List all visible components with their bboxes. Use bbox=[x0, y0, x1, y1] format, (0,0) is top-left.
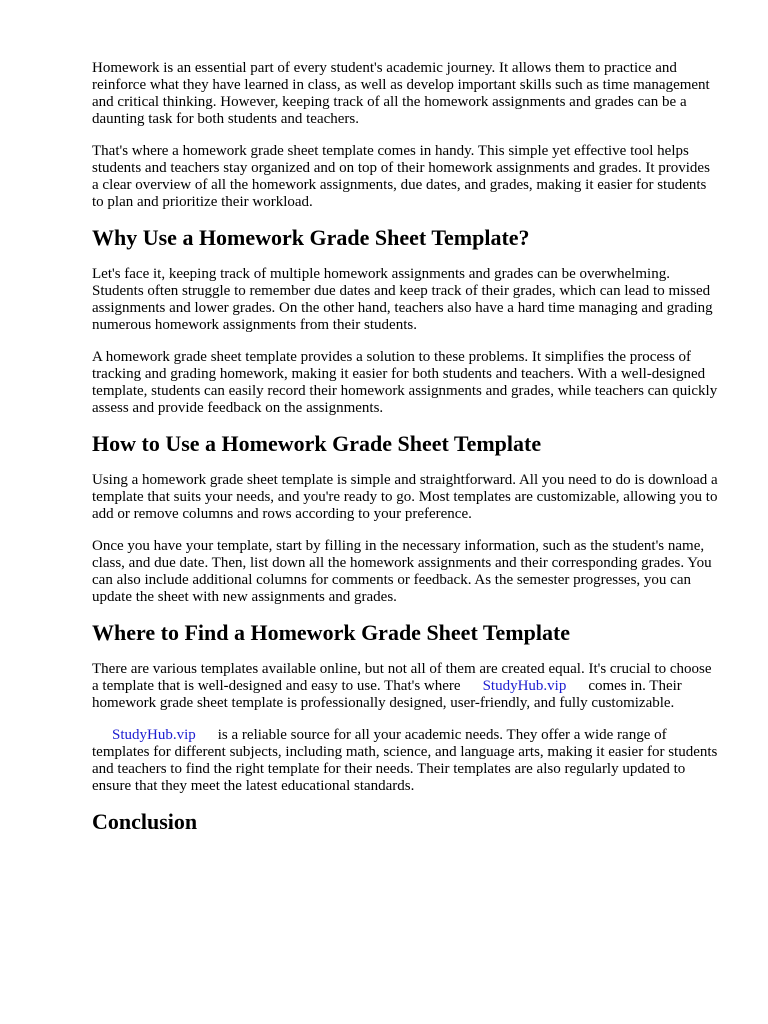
where-text-after: comes in. Their homework grade sheet template is professionally designed, user-friendly, and fully customizable. bbox=[92, 678, 682, 711]
where-paragraph-2 bbox=[92, 727, 720, 795]
how-paragraph-1: Using a homework grade sheet template is simple and straightforward. All you need to do is download a template that suits your needs, and you're ready to go. Most templates are customizable, allowing you to add or remove columns and rows according to your preference. bbox=[92, 472, 718, 522]
heading-where-to-find: Where to Find a Homework Grade Sheet Template bbox=[92, 620, 571, 645]
studyhub-link-2[interactable]: StudyHub.vip bbox=[112, 727, 196, 743]
studyhub-link[interactable]: StudyHub.vip bbox=[482, 678, 567, 694]
template-intro-paragraph: That's where a homework grade sheet template comes in handy. This simple yet effective tool helps students and teachers stay organized and on top of their homework assignments and grades. It provides a clear overview of all the homework assignments, due dates, and grades, making it easier for students to plan and prioritize their workload. bbox=[92, 143, 710, 210]
intro-paragraph: Homework is an essential part of every student's academic journey. It allows them to practice and reinforce what they have learned in class, as well as develop important skills such as time management and critical thinking. However, keeping track of all the homework assignments and grades can be a daunting task for both students and teachers. bbox=[92, 60, 710, 127]
heading-conclusion: Conclusion bbox=[92, 809, 198, 834]
heading-how-to-use: How to Use a Homework Grade Sheet Template bbox=[92, 431, 542, 456]
heading-why-use: Why Use a Homework Grade Sheet Template? bbox=[92, 225, 530, 250]
studyhub-text-after: is a reliable source for all your academic needs. They offer a wide range of templates for different subjects, including math, science, and language arts, making it easier for students and teachers to find the right template for their needs. Their templates are also regularly updated to ensure that they meet the latest educational standards. bbox=[92, 727, 718, 794]
why-paragraph-2: A homework grade sheet template provides a solution to these problems. It simplifies the process of tracking and grading homework, making it easier for both students and teachers. With a well-designed template, students can easily record their homework assignments and grades, while teachers can quickly assess and provide feedback on the assignments. bbox=[92, 349, 718, 416]
where-paragraph-1 bbox=[92, 661, 720, 712]
where-text-before: There are various templates available online, but not all of them are created equal. It's crucial to choose a template that is well-designed and easy to use. That's where bbox=[92, 661, 712, 694]
why-paragraph-1: Let's face it, keeping track of multiple homework assignments and grades can be overwhelming. Students often struggle to remember due dates and keep track of their grades, which can lead to missed assignments and lower grades. On the other hand, teachers also have a hard time managing and grading numerous homework assignments from their students. bbox=[92, 266, 713, 333]
how-paragraph-2: Once you have your template, start by filling in the necessary information, such as the student's name, class, and due date. Then, list down all the homework assignments and their corresponding grades. You can also include additional columns for comments or feedback. As the semester progresses, you can update the sheet with new assignments and grades. bbox=[92, 538, 712, 605]
